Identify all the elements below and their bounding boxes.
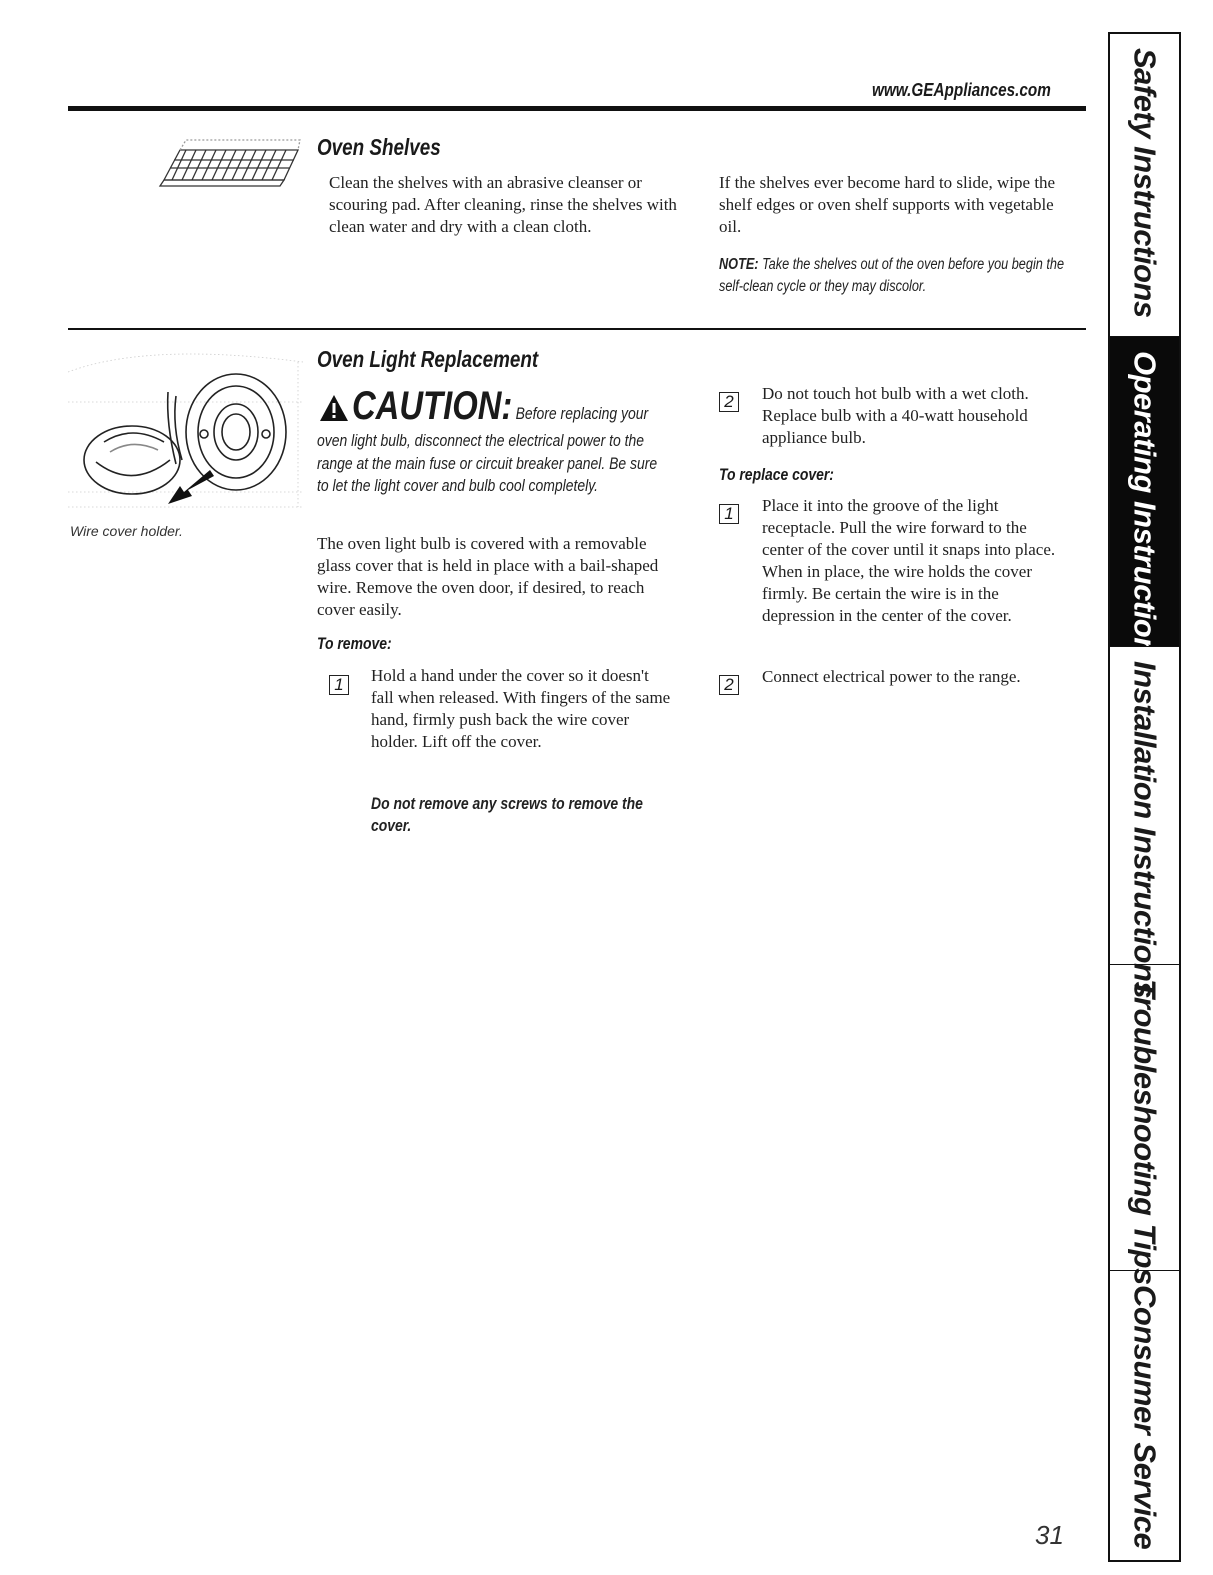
section-tab-strip bbox=[1108, 32, 1181, 1562]
tab-label: Troubleshooting Tips bbox=[1127, 979, 1163, 1285]
replace-step-1-text: Place it into the groove of the light receptacle. Pull the wire forward to the center of the cover until it snaps into place. When in place, the wire holds the cover firmly. Be certain the wire is in the depression in the center of the cover. bbox=[762, 496, 1056, 625]
tab-installation-instructions[interactable] bbox=[1110, 646, 1179, 999]
website-url: www.GEAppliances.com bbox=[872, 80, 1051, 100]
caution-lead: Before replacing your bbox=[515, 404, 649, 423]
tab-label: Consumer Service bbox=[1127, 1285, 1163, 1550]
oven-light-intro: The oven light bulb is covered with a removable glass cover that is held in place with a bail-shaped wire. Remove the oven door, if desired, to reach cover easily. bbox=[317, 534, 659, 619]
note-label: NOTE: bbox=[719, 256, 759, 273]
oven-shelves-note bbox=[719, 254, 1159, 298]
warning-triangle-icon bbox=[319, 394, 349, 422]
header-rule bbox=[68, 106, 1086, 111]
step-number-box: 1 bbox=[329, 675, 349, 695]
page-number: 31 bbox=[1035, 1520, 1064, 1550]
oven-shelves-title: Oven Shelves bbox=[317, 134, 441, 160]
replace-step-2-text: Connect electrical power to the range. bbox=[762, 667, 1021, 686]
oven-shelves-paragraph-left: Clean the shelves with an abrasive cleanser or scouring pad. After cleaning, rinse the shelves with clean water and dry with a clean cloth. bbox=[329, 173, 677, 236]
remove-step-2-text: Do not touch hot bulb with a wet cloth. Replace bulb with a 40-watt household appliance bulb. bbox=[762, 384, 1029, 447]
step-number-box: 2 bbox=[719, 392, 739, 412]
step-number-box: 1 bbox=[719, 504, 739, 524]
screws-warning: Do not remove any screws to remove the cover. bbox=[371, 794, 643, 835]
caution-text: oven light bulb, disconnect the electrical power to the range at the main fuse or circuit breaker panel. Be sure to let the light cover and bulb cool completely. bbox=[317, 431, 658, 495]
figure-caption: Wire cover holder. bbox=[70, 523, 183, 539]
to-replace-heading: To replace cover: bbox=[719, 465, 834, 484]
oven-light-title: Oven Light Replacement bbox=[317, 346, 539, 372]
tab-troubleshooting-tips[interactable] bbox=[1110, 964, 1179, 1285]
tab-consumer-service[interactable] bbox=[1110, 1270, 1179, 1560]
note-text: Take the shelves out of the oven before you begin the self-clean cycle or they may discolor. bbox=[719, 256, 1065, 295]
remove-step-1-text: Hold a hand under the cover so it doesn't fall when released. With fingers of the same hand, firmly push back the wire cover holder. Lift off the cover. bbox=[371, 666, 671, 751]
oven-shelves-paragraph-right: If the shelves ever become hard to slide, wipe the shelf edges or oven shelf supports with vegetable oil. bbox=[719, 173, 1056, 236]
oven-shelf-illustration bbox=[150, 128, 310, 190]
caution-label: CAUTION: bbox=[352, 384, 513, 428]
tab-label: Safety Instructions bbox=[1127, 48, 1163, 318]
section-divider bbox=[68, 328, 1086, 330]
to-remove-heading: To remove: bbox=[317, 634, 392, 653]
oven-light-illustration bbox=[68, 342, 308, 517]
tab-label: Operating Instructions bbox=[1127, 351, 1163, 673]
tab-operating-instructions[interactable] bbox=[1110, 336, 1179, 673]
step-number-box: 2 bbox=[719, 675, 739, 695]
tab-safety-instructions[interactable] bbox=[1110, 34, 1179, 336]
tab-label: Installation Instructions bbox=[1127, 661, 1163, 999]
